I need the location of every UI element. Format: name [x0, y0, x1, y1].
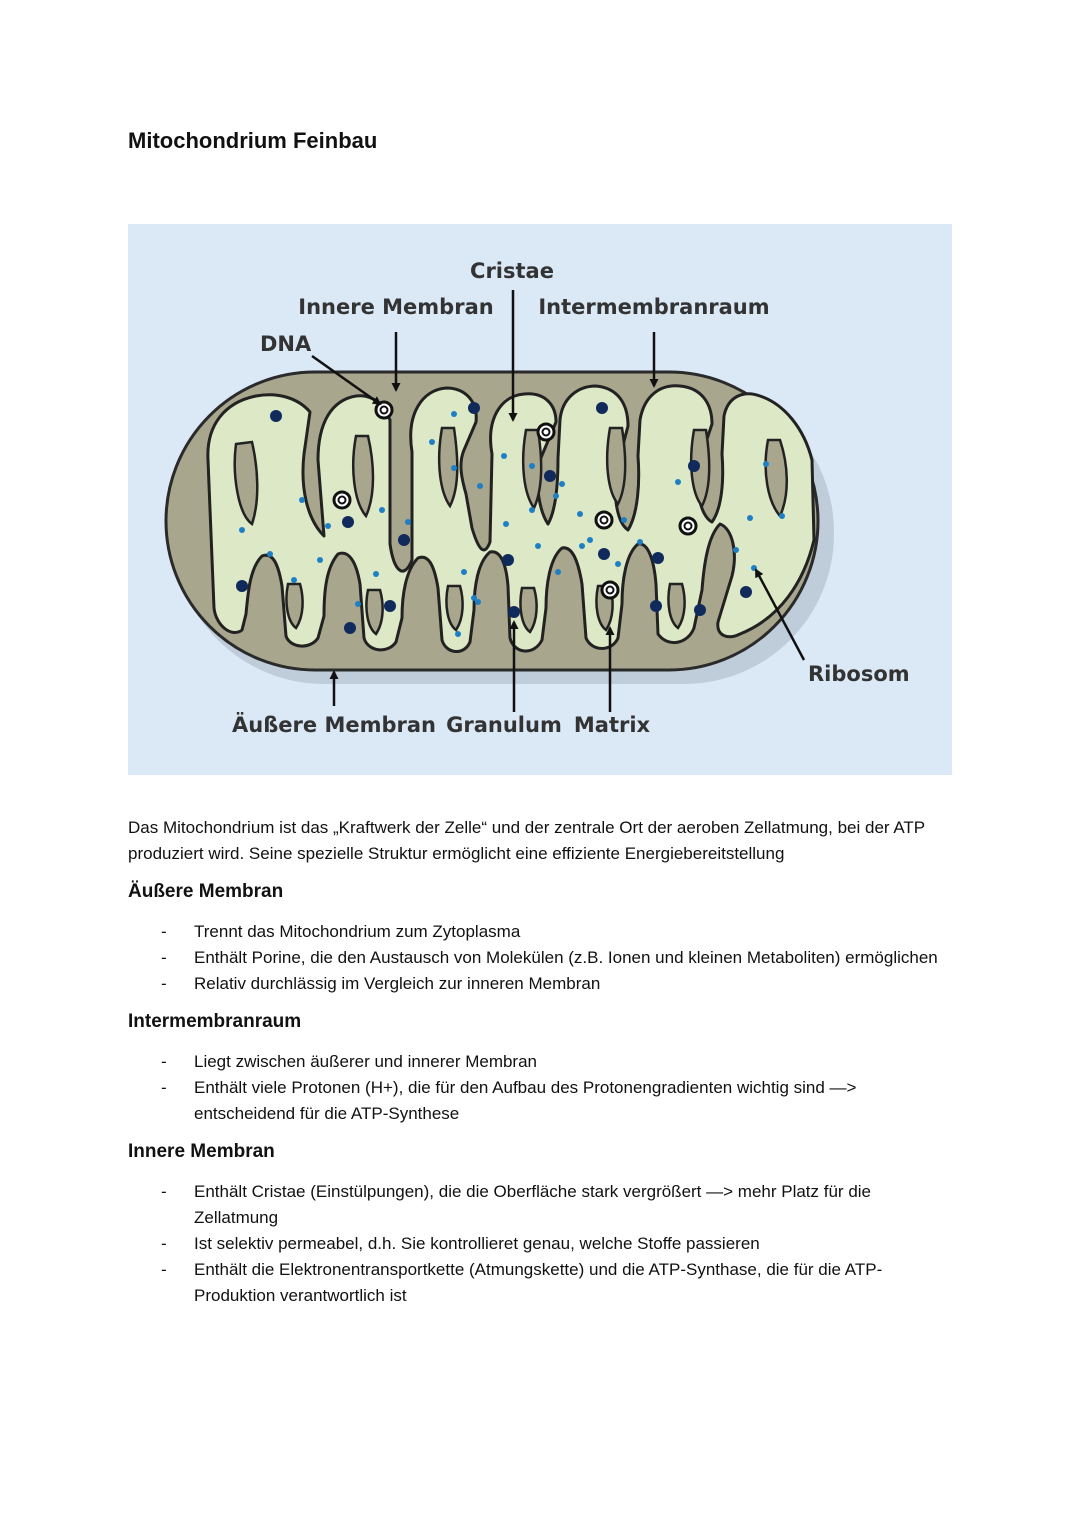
bullet-dash: - [161, 948, 167, 967]
mitochondrion-diagram [128, 224, 952, 775]
bullet-dash: - [161, 1260, 167, 1279]
label-ribosom: Ribosom [808, 662, 910, 686]
list-aeussere-membran [128, 919, 958, 997]
list-item [128, 919, 958, 945]
page-title: Mitochondrium Feinbau [128, 128, 378, 153]
bullet-dash: - [161, 922, 167, 941]
label-intermembranraum: Intermembranraum [538, 295, 770, 319]
bullet-dash: - [161, 1052, 167, 1071]
list-item [128, 1179, 958, 1231]
list-item-text: Trennt das Mitochondrium zum Zytoplasma [194, 922, 521, 941]
list-item-text: Enthält viele Protonen (H+), die für den Aufbau des Protonengradienten wichtig sind —> entscheidend für die ATP-Synthese [194, 1078, 857, 1123]
list-item-text: Ist selektiv permeabel, d.h. Sie kontrollieret genau, welche Stoffe passieren [194, 1234, 760, 1253]
bullet-dash: - [161, 1182, 167, 1201]
bullet-dash: - [161, 1234, 167, 1253]
list-innere-membran [128, 1179, 958, 1309]
list-intermembranraum [128, 1049, 958, 1127]
bullet-dash: - [161, 974, 167, 993]
intro-paragraph: Das Mitochondrium ist das „Kraftwerk der Zelle“ und der zentrale Ort der aeroben Zellatmung, bei der ATP produziert wird. Seine spezielle Struktur ermöglicht eine effiziente Energiebereitstellung [128, 818, 925, 863]
list-item-text: Liegt zwischen äußerer und innerer Membran [194, 1052, 538, 1071]
list-item [128, 945, 958, 971]
label-dna: DNA [260, 332, 312, 356]
list-item-text: Enthält Porine, die den Austausch von Molekülen (z.B. Ionen und kleinen Metaboliten) ermöglichen [194, 948, 938, 967]
label-cristae: Cristae [470, 259, 554, 283]
label-innere-membran: Innere Membran [298, 295, 494, 319]
list-item [128, 1075, 958, 1127]
label-aeussere-membran: Äußere Membran [232, 713, 436, 737]
list-item-text: Enthält die Elektronentransportkette (Atmungskette) und die ATP-Synthase, die für die ATP-Produktion verantwortlich ist [194, 1260, 883, 1305]
list-item [128, 1049, 958, 1075]
mitochondrion-figure [128, 224, 952, 775]
heading-intermembranraum: Intermembranraum [128, 1011, 302, 1032]
heading-innere-membran: Innere Membran [128, 1141, 275, 1162]
list-item [128, 1231, 958, 1257]
label-matrix: Matrix [573, 713, 651, 737]
list-item [128, 971, 958, 997]
label-granulum: Granulum [446, 713, 562, 737]
heading-aeussere-membran: Äußere Membran [128, 881, 284, 902]
text-body [128, 815, 958, 1317]
list-item [128, 1257, 958, 1309]
list-item-text: Relativ durchlässig im Vergleich zur inneren Membran [194, 974, 601, 993]
list-item-text: Enthält Cristae (Einstülpungen), die die Oberfläche stark vergrößert —> mehr Platz für die Zellatmung [194, 1182, 872, 1227]
bullet-dash: - [161, 1078, 167, 1097]
